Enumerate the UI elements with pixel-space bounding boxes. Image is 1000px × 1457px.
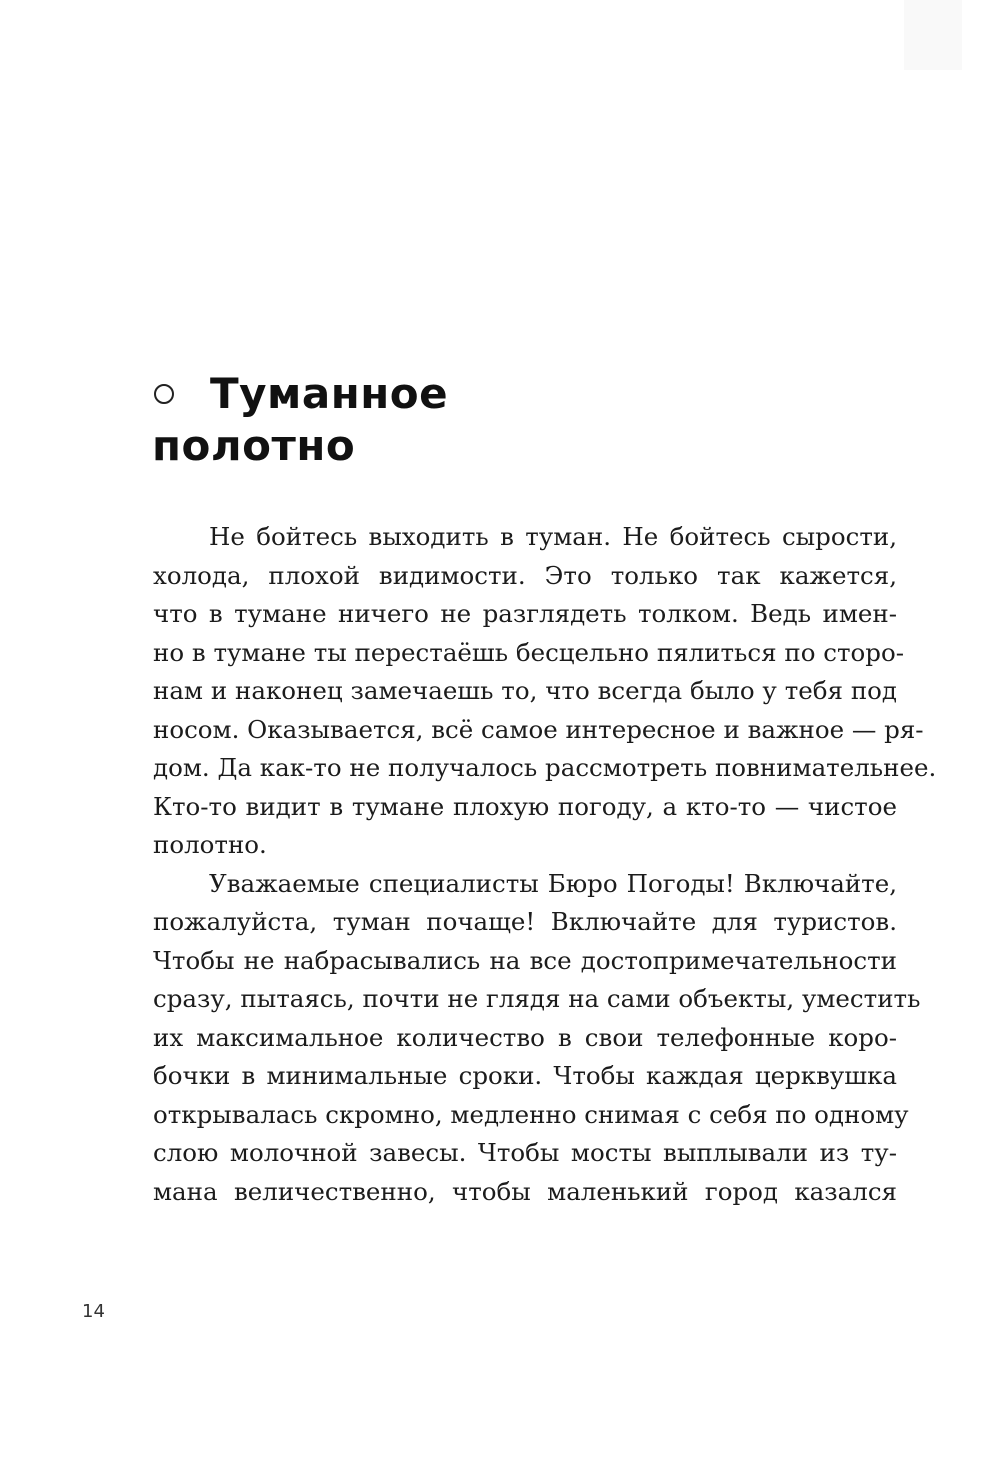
text-line: дом. Да как-то не получалось рассмотреть повнимательнее. (153, 753, 937, 782)
text-line: Не бойтесь выходить в туман. Не бойтесь сырости, (209, 522, 897, 551)
chapter-title-line-1: Туманное (210, 369, 449, 418)
paragraph-2 (153, 865, 921, 1212)
page-number: 14 (82, 1301, 105, 1322)
text-line: сразу, пытаясь, почти не глядя на сами объекты, уместить (153, 984, 921, 1013)
text-line: нам и наконец замечаешь то, что всегда было у тебя под (153, 676, 897, 705)
text-line: носом. Оказывается, всё самое интересное и важное — ря- (153, 714, 924, 744)
text-line: Уважаемые специалисты Бюро Погоды! Включайте, (209, 868, 897, 898)
text-line: но в тумане ты перестаёшь бесцельно пялиться по сторо- (153, 637, 904, 667)
text-line: слою молочной завесы. Чтобы мосты выплывали из ту- (153, 1138, 897, 1167)
text-line: Чтобы не набрасывались на все достопримечательности (153, 945, 897, 975)
circle-marker-icon (154, 384, 174, 404)
text-line: пожалуйста, туман почаще! Включайте для туристов. (153, 907, 897, 936)
text-line: холода, плохой видимости. Это только так кажется, (153, 560, 897, 590)
text-line: мана величественно, чтобы маленький город казался (153, 1176, 897, 1206)
text-line: открывалась скромно, медленно снимая с себя по одному (153, 1099, 909, 1129)
text-line: Кто-то видит в тумане плохую погоду, а кто-то — чистое (153, 791, 897, 821)
body-text (153, 518, 937, 1211)
text-line: бочки в минимальные сроки. Чтобы каждая церквушка (153, 1061, 897, 1090)
chapter-title-line-2: полотно (152, 421, 356, 470)
chapter-heading (152, 368, 912, 472)
page-corner-mark (904, 0, 962, 70)
text-line: что в тумане ничего не разглядеть толком. Ведь имен- (153, 599, 897, 628)
text-line: полотно. (153, 830, 267, 859)
paragraph-1 (153, 518, 937, 865)
text-line: их максимальное количество в свои телефонные коро- (153, 1022, 897, 1052)
